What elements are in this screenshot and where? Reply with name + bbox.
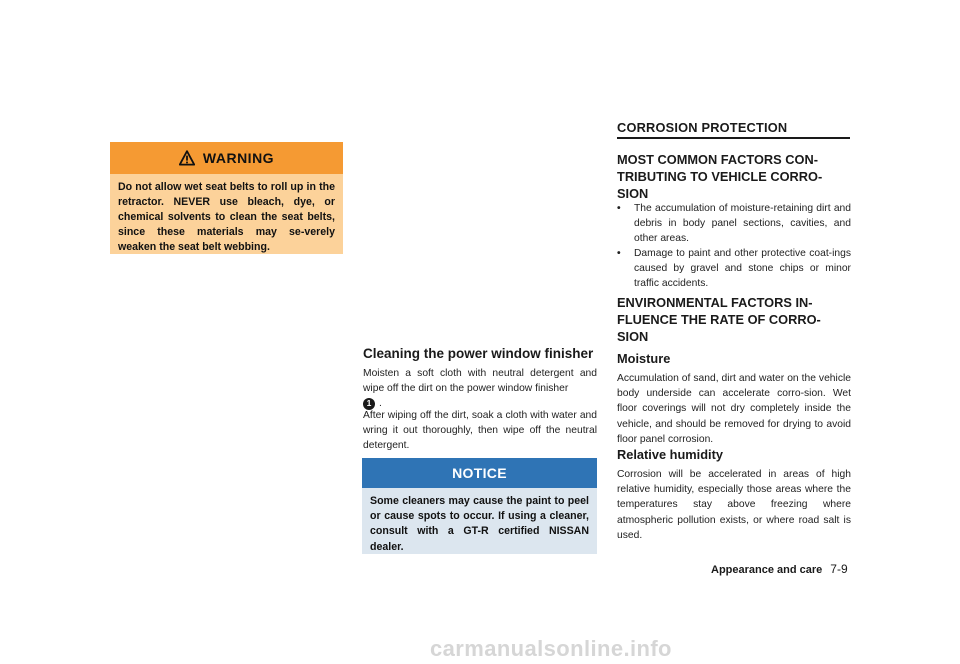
- cleaning-text-1: Moisten a soft cloth with neutral detergent and wipe off the dirt on the power window finisher: [363, 368, 597, 395]
- list-item-text: Damage to paint and other protective coat-ings caused by gravel and stone chips or minor traffic accidents.: [634, 248, 851, 290]
- cleaning-text-1-end: .: [379, 398, 382, 410]
- cleaning-paragraph-2: After wiping off the dirt, soak a cloth with water and wring it out thoroughly, then wipe off the neutral detergent.: [363, 410, 597, 452]
- warning-box: [110, 142, 343, 254]
- list-item: [617, 246, 851, 292]
- callout-number: 1: [363, 398, 375, 410]
- subheading-environmental-factors: ENVIRONMENTAL FACTORS IN-FLUENCE THE RATE OF CORRO-SION: [617, 295, 821, 344]
- warning-header: [110, 142, 343, 174]
- humidity-paragraph: Corrosion will be accelerated in areas of high relative humidity, especially those areas where the temperatures stay above freezing where atmospheric pollution exists, or where road salt is used.: [617, 469, 851, 541]
- warning-text: Do not allow wet seat belts to roll up in the retractor. NEVER use bleach, dye, or chemical solvents to clean the seat belts, since these materials may se-verely weaken the seat belt webbing.: [118, 181, 335, 253]
- moisture-paragraph: Accumulation of sand, dirt and water on the vehicle body underside can accelerate corro-sion. Wet floor coverings will not dry completely inside the vehicle, and should be removed for drying to avoid floor panel corrosion.: [617, 373, 851, 445]
- notice-text: Some cleaners may cause the paint to peel or cause spots to occur. If using a cleaner, consult with a GT-R certified NISSAN dealer.: [370, 495, 589, 553]
- cleaning-heading: Cleaning the power window finisher: [363, 346, 594, 361]
- page-number: 7-9: [830, 562, 848, 576]
- bullet-icon: •: [617, 248, 621, 259]
- list-item: [617, 201, 851, 247]
- moisture-heading: Moisture: [617, 351, 671, 366]
- bullet-icon: •: [617, 203, 621, 214]
- humidity-heading: Relative humidity: [617, 447, 723, 462]
- heading-divider: [617, 137, 850, 139]
- notice-header: [362, 458, 597, 488]
- warning-title: WARNING: [202, 150, 275, 166]
- section-heading: CORROSION PROTECTION: [617, 120, 788, 135]
- page-footer: [711, 562, 848, 576]
- warning-triangle-icon: [179, 150, 195, 166]
- watermark: carmanualsonline.info: [430, 636, 672, 661]
- list-item-text: The accumulation of moisture-retaining dirt and debris in body panel sections, cavities, and other areas.: [634, 203, 851, 245]
- footer-section: Appearance and care: [711, 564, 823, 576]
- notice-title: NOTICE: [452, 465, 507, 481]
- notice-box: [362, 458, 597, 554]
- cleaning-paragraph-1: [363, 366, 597, 412]
- subheading-common-factors: MOST COMMON FACTORS CON-TRIBUTING TO VEHICLE CORRO-SION: [617, 152, 823, 201]
